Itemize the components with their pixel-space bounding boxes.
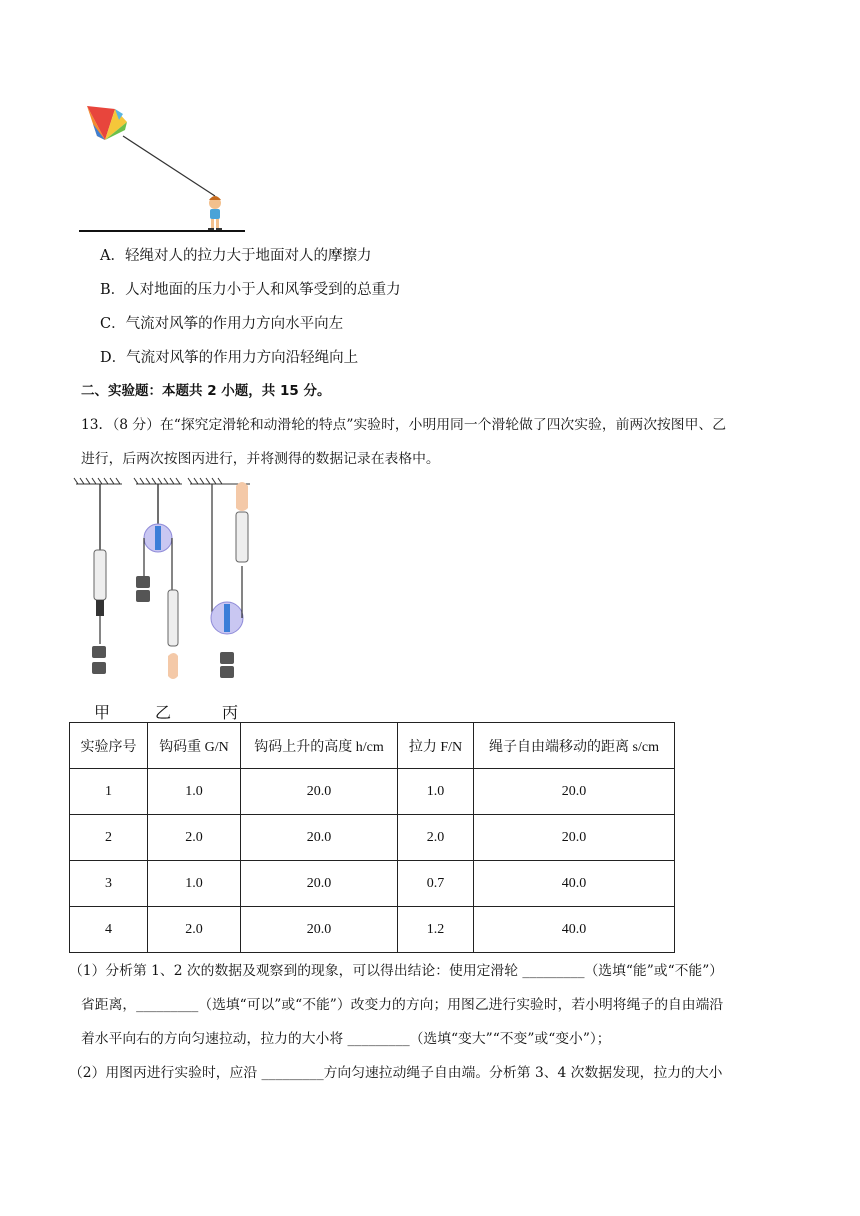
- table-row: [70, 769, 675, 815]
- kite-icon: [87, 106, 127, 140]
- table-cell: 1.0: [148, 861, 241, 907]
- table-row: [70, 907, 675, 953]
- table-cell: 20.0: [241, 815, 398, 861]
- sub1-line-2: 省距离，_________（选填“可以”或“不能”）改变力的方向；用图乙进行实验时，若小明将绳子的自由端沿: [81, 997, 724, 1013]
- header-force: 拉力 F/N: [398, 723, 474, 769]
- table-cell: 20.0: [241, 861, 398, 907]
- question-line-2: 进行，后两次按图丙进行，并将测得的数据记录在表格中。: [81, 451, 440, 467]
- movable-pulley-icon: [211, 482, 248, 678]
- table-cell: 1.0: [398, 769, 474, 815]
- table-row: [70, 861, 675, 907]
- figure-label-b: 乙: [155, 703, 172, 722]
- sub2-line-1: （2）用图丙进行实验时，应沿 _________方向匀速拉动绳子自由端。分析第 3、4 次数据发现，拉力的大小: [69, 1065, 723, 1081]
- option-c: C．气流对风筝的作用力方向水平向左: [100, 316, 344, 332]
- fixed-pulley-icon: [136, 484, 178, 679]
- table-cell: 3: [70, 861, 148, 907]
- table-cell: 20.0: [474, 815, 675, 861]
- table-cell: 2: [70, 815, 148, 861]
- table-row: [70, 815, 675, 861]
- table-cell: 2.0: [148, 907, 241, 953]
- option-b: B．人对地面的压力小于人和风筝受到的总重力: [100, 282, 401, 298]
- kite-string: [123, 136, 215, 196]
- header-height: 钩码上升的高度 h/cm: [241, 723, 398, 769]
- ceiling-icon: [74, 478, 250, 484]
- header-trial: 实验序号: [70, 723, 148, 769]
- spring-scale-icon: [92, 484, 106, 674]
- kite-figure: [75, 100, 255, 240]
- table-cell: 20.0: [241, 769, 398, 815]
- question-line-1: 13．（8 分）在“探究定滑轮和动滑轮的特点”实验时，小明用同一个滑轮做了四次实验，前两次按图甲、乙: [81, 417, 726, 433]
- option-d: D．气流对风筝的作用力方向沿轻绳向上: [100, 350, 359, 366]
- figure-label-c: 丙: [222, 703, 239, 722]
- table-cell: 4: [70, 907, 148, 953]
- figure-label-a: 甲: [94, 703, 111, 722]
- pulley-figure: [70, 476, 270, 690]
- data-table: [69, 722, 675, 953]
- child-icon: [208, 196, 222, 231]
- header-weight: 钩码重 G/N: [148, 723, 241, 769]
- sub1-line-3: 着水平向右的方向匀速拉动，拉力的大小将 _________（选填“变大”“不变”或“变小”）；: [81, 1031, 611, 1047]
- table-cell: 40.0: [474, 861, 675, 907]
- table-cell: 1.2: [398, 907, 474, 953]
- table-cell: 1.0: [148, 769, 241, 815]
- table-cell: 20.0: [474, 769, 675, 815]
- header-distance: 绳子自由端移动的距离 s/cm: [474, 723, 675, 769]
- table-cell: 0.7: [398, 861, 474, 907]
- table-cell: 2.0: [148, 815, 241, 861]
- sub1-line-1: （1）分析第 1、2 次的数据及观察到的现象，可以得出结论：使用定滑轮 _________（选填“能”或“不能”）: [69, 963, 724, 979]
- table-header-row: [70, 723, 675, 769]
- option-a: A．轻绳对人的拉力大于地面对人的摩擦力: [100, 248, 372, 264]
- table-cell: 2.0: [398, 815, 474, 861]
- table-cell: 20.0: [241, 907, 398, 953]
- table-cell: 40.0: [474, 907, 675, 953]
- section-title: 二、实验题：本题共 2 小题，共 15 分。: [81, 383, 331, 399]
- table-cell: 1: [70, 769, 148, 815]
